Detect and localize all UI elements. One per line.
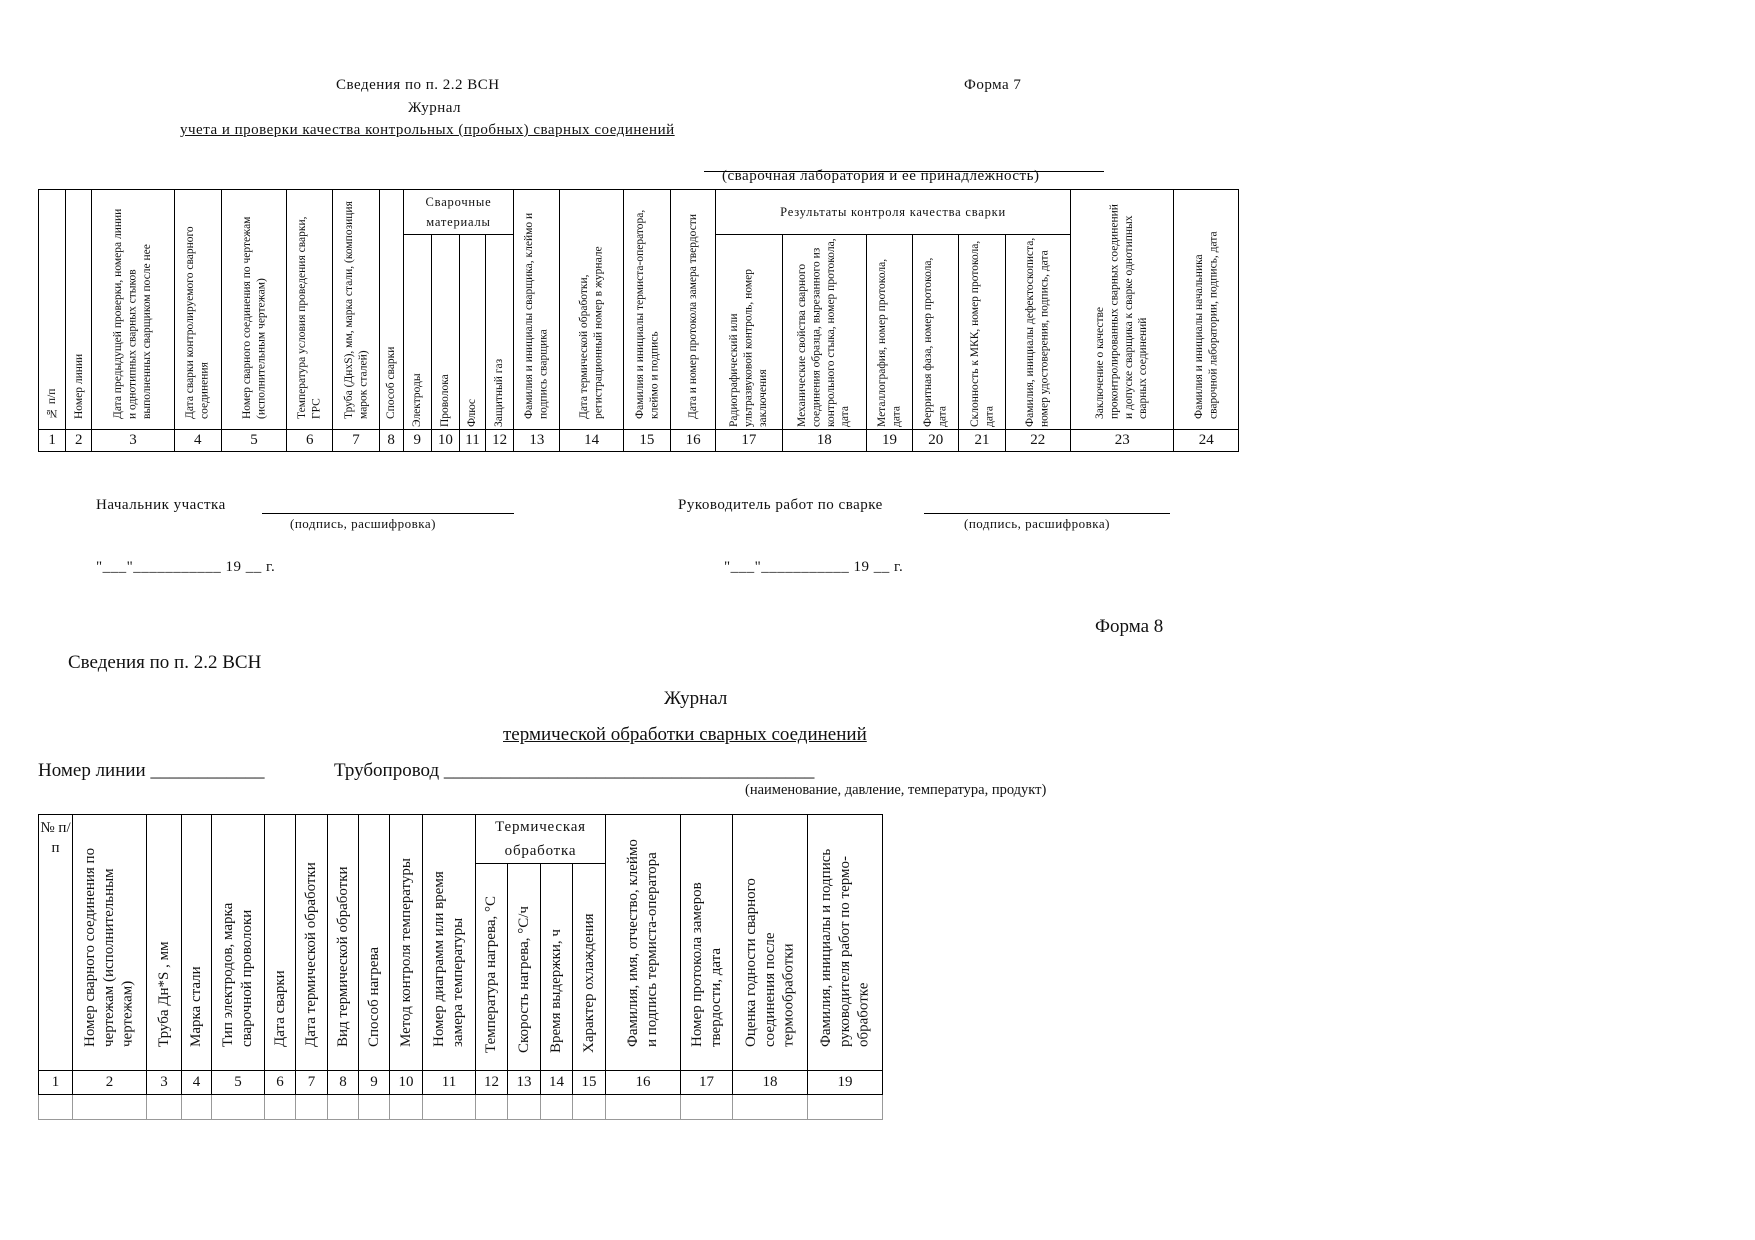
form7-svedeniya: Сведения по п. 2.2 ВСН <box>336 77 500 93</box>
form7-col-6: Температура условия проведения сварки, ГРС <box>287 190 333 430</box>
form8-col-4: Марка стали <box>182 815 212 1071</box>
form7-number-row: 1 2 3 4 5 6 7 8 9 10 11 12 13 14 15 16 17 18 19 20 21 22 23 24 <box>39 430 1239 452</box>
form8-col-3: Труба Дн*S , мм <box>147 815 182 1071</box>
form7-journal-title: Журнал <box>408 100 462 116</box>
form7-col-22: Фамилия, инициалы дефектоскописта, номер удостоверения, подпись, дата <box>1005 235 1070 430</box>
form7-group-materials: Сварочные материалы <box>403 190 514 235</box>
form7-col-2: Номер линии <box>66 190 92 430</box>
date-left: "___"___________ 19 __ г. <box>96 559 276 575</box>
chief-signature-line <box>262 513 514 514</box>
form7-form-number: Форма 7 <box>964 77 1022 93</box>
form7-col-21: Склонность к МКК, номер протокола, дата <box>959 235 1005 430</box>
form7-col-8: Способ сварки <box>379 190 403 430</box>
chief-label: Начальник участка <box>96 497 226 513</box>
form8-journal-title: Журнал <box>664 688 728 709</box>
form7-col-10: Проволока <box>431 235 459 430</box>
form8-col-12: Температура нагрева, °С <box>476 864 508 1071</box>
form7-col-1: № п/п <box>39 190 66 430</box>
form8-col-15: Характер охлаждения <box>573 864 606 1071</box>
form8-line-number: Номер линии ____________ <box>38 760 265 781</box>
form7-col-9: Электроды <box>403 235 431 430</box>
form8-col-17: Номер протокола замеров твердости, дата <box>681 815 733 1071</box>
form8-pipeline-caption: (наименование, давление, температура, продукт) <box>745 782 1047 798</box>
form7-col-14: Дата термической обработки, регистрационный номер в журнале <box>560 190 623 430</box>
form7-col-18: Механические свойства сварного соединения образца, вырезанного из контрольного стыка, номер протокола, дата <box>782 235 866 430</box>
form8-group-heat-treatment: Термическая обработка <box>476 815 606 864</box>
form8-journal-subtitle: термической обработки сварных соединений <box>503 724 867 745</box>
form8-col-9: Способ нагрева <box>359 815 390 1071</box>
form8-col-6: Дата сварки <box>265 815 296 1071</box>
form7-col-20: Ферритная фаза, номер протокола, дата <box>913 235 959 430</box>
form8-col-14: Время выдержки, ч <box>541 864 573 1071</box>
form8-col-11: Номер диаграмм или время замера температуры <box>423 815 476 1071</box>
form7-col-17: Радиографический или ультразвуковой контроль, номер заключения <box>716 235 782 430</box>
welding-caption: (подпись, расшифровка) <box>964 516 1110 531</box>
welding-signature-line <box>924 513 1170 514</box>
form7-col-19: Металлография, номер протокола, дата <box>866 235 912 430</box>
form7-col-24: Фамилия и инициалы начальника сварочной лаборатории, подпись, дата <box>1174 190 1239 430</box>
form7-col-23: Заключение о качестве проконтролированных сварных соединений и допуске сварщика к сварке однотипных сварных соединений <box>1070 190 1174 430</box>
form7-group-results: Результаты контроля качества сварки <box>716 190 1071 235</box>
form7-col-7: Труба (ДнхS), мм, марка стали, (композиция марок сталей) <box>333 190 379 430</box>
form7-table <box>38 189 1239 452</box>
form8-col-8: Вид термической обработки <box>328 815 359 1071</box>
form8-pipeline: Трубопровод _______________________________________ <box>334 760 815 781</box>
form8-col-19: Фамилия, инициалы и подпись руководителя работ по термо-обработке <box>808 815 883 1071</box>
form7-col-11: Флюс <box>459 235 485 430</box>
form7-col-13: Фамилия и инициалы сварщика, клеймо и подпись сварщика <box>514 190 560 430</box>
welding-manager-label: Руководитель работ по сварке <box>678 497 883 513</box>
form7-col-3: Дата предыдущей проверки, номера линии и однотипных сварных стыков выполненных сварщиком после нее <box>92 190 174 430</box>
form8-col-13: Скорость нагрева, °С/ч <box>508 864 541 1071</box>
form8-col-18: Оценка годности сварного соединения после термообработки <box>733 815 808 1071</box>
form7-col-5: Номер сварного соединения по чертежам (исполнительным чертежам) <box>221 190 286 430</box>
form8-col-16: Фамилия, имя, отчество, клеймо и подпись термиста-оператора <box>606 815 681 1071</box>
form8-col-10: Метод контроля температуры <box>390 815 423 1071</box>
chief-caption: (подпись, расшифровка) <box>290 516 436 531</box>
form7-col-15: Фамилия и инициалы термиста-оператора, клеймо и подпись <box>623 190 670 430</box>
form7-col-16: Дата и номер протокола замера твердости <box>670 190 715 430</box>
form8-svedeniya: Сведения по п. 2.2 ВСН <box>68 652 262 673</box>
form7-col-4: Дата сварки контролируемого сварного соединения <box>174 190 221 430</box>
form8-col-2: Номер сварного соединения по чертежам (исполнительным чертежам) <box>73 815 147 1071</box>
form8-col-7: Дата термической обработки <box>296 815 328 1071</box>
form7-col-12: Защитный газ <box>486 235 514 430</box>
form8-col-5: Тип электродов, марка сварочной проволоки <box>212 815 265 1071</box>
form7-journal-subtitle: учета и проверки качества контрольных (пробных) сварных соединений <box>180 122 675 138</box>
lab-caption: (сварочная лаборатория и ее принадлежность) <box>722 168 1040 184</box>
form8-form-number: Форма 8 <box>1095 616 1164 637</box>
form8-number-row: 1 2 3 4 5 6 7 8 9 10 11 12 13 14 15 16 17 18 19 <box>39 1071 883 1095</box>
date-right: "___"___________ 19 __ г. <box>724 559 904 575</box>
form8-col-1: № п/п <box>39 815 73 1071</box>
form8-table <box>38 814 883 1120</box>
form8-empty-row <box>39 1095 883 1120</box>
